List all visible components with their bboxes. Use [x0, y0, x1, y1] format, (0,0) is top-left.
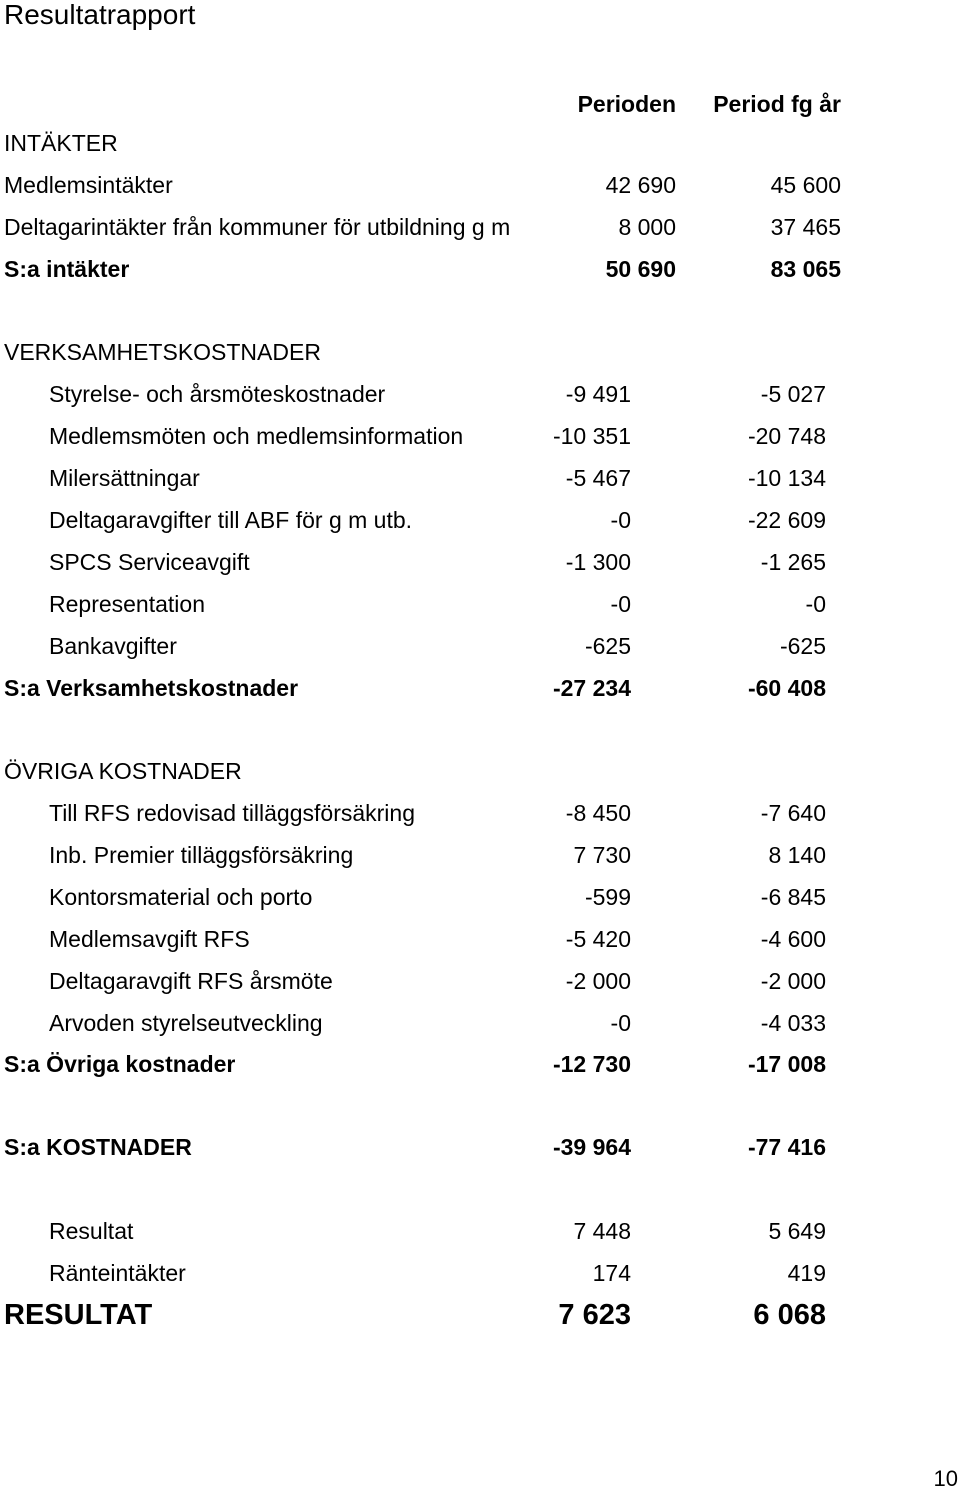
- page-title: Resultatrapport: [4, 0, 196, 30]
- row-value-previous: 5 649: [768, 1218, 826, 1244]
- row-value-previous: -6 845: [760, 884, 826, 910]
- operating-costs-total-previous: -60 408: [747, 675, 826, 701]
- column-header-previous: Period fg år: [713, 91, 841, 117]
- row-value-previous: -22 609: [747, 507, 826, 533]
- column-header-current: Perioden: [577, 91, 676, 117]
- row-value-current: 174: [592, 1260, 631, 1286]
- section-heading-operating-costs: VERKSAMHETSKOSTNADER: [4, 339, 321, 365]
- row-label: Kontorsmaterial och porto: [49, 884, 313, 910]
- operating-costs-total-label: S:a Verksamhetskostnader: [4, 675, 299, 701]
- row-value-current: -9 491: [565, 381, 631, 407]
- row-label: Medlemsmöten och medlemsinformation: [49, 423, 464, 449]
- row-value-previous: -2 000: [760, 968, 826, 994]
- row-value-current: -625: [584, 633, 631, 659]
- section-heading-other-costs: ÖVRIGA KOSTNADER: [4, 758, 242, 784]
- row-label: Medlemsintäkter: [4, 172, 173, 198]
- row-value-current: -0: [610, 591, 631, 617]
- row-label: Inb. Premier tilläggsförsäkring: [49, 842, 354, 868]
- page-number: 10: [933, 1466, 958, 1491]
- row-value-previous: -20 748: [747, 423, 826, 449]
- row-label: SPCS Serviceavgift: [49, 549, 250, 575]
- row-value-current: -5 467: [565, 465, 631, 491]
- other-costs-total-label: S:a Övriga kostnader: [4, 1051, 236, 1077]
- row-label: Arvoden styrelseutveckling: [49, 1010, 323, 1036]
- final-result-previous: 6 068: [753, 1299, 826, 1331]
- row-value-previous: 8 140: [768, 842, 826, 868]
- row-label: Deltagarintäkter från kommuner för utbildning g m: [4, 214, 511, 240]
- row-value-previous: 45 600: [770, 172, 841, 198]
- row-value-current: 8 000: [618, 214, 676, 240]
- row-label: Deltagaravgift RFS årsmöte: [49, 968, 333, 994]
- row-label: Medlemsavgift RFS: [49, 926, 250, 952]
- row-value-previous: -7 640: [760, 800, 826, 826]
- row-label: Resultat: [49, 1218, 134, 1244]
- row-value-previous: -4 600: [760, 926, 826, 952]
- row-value-previous: -5 027: [760, 381, 826, 407]
- row-value-current: -0: [610, 1010, 631, 1036]
- row-value-current: -5 420: [565, 926, 631, 952]
- total-costs-previous: -77 416: [747, 1134, 826, 1160]
- row-label: Milersättningar: [49, 465, 200, 491]
- row-value-previous: -4 033: [760, 1010, 826, 1036]
- row-label: Deltagaravgifter till ABF för g m utb.: [49, 507, 413, 533]
- row-label: Representation: [49, 591, 205, 617]
- operating-costs-total-current: -27 234: [552, 675, 631, 701]
- row-value-current: 42 690: [605, 172, 676, 198]
- row-value-current: -10 351: [552, 423, 631, 449]
- other-costs-total-previous: -17 008: [747, 1051, 826, 1077]
- income-total-previous: 83 065: [770, 256, 841, 282]
- row-value-previous: -625: [779, 633, 826, 659]
- total-costs-current: -39 964: [552, 1134, 631, 1160]
- row-value-previous: 37 465: [770, 214, 841, 240]
- row-value-current: -2 000: [565, 968, 631, 994]
- other-costs-total-current: -12 730: [552, 1051, 631, 1077]
- row-value-current: 7 448: [573, 1218, 631, 1244]
- section-heading-income: INTÄKTER: [4, 130, 118, 156]
- row-label: Till RFS redovisad tilläggsförsäkring: [49, 800, 416, 826]
- final-result-label: RESULTAT: [4, 1299, 153, 1331]
- row-value-current: -8 450: [565, 800, 631, 826]
- row-value-previous: 419: [787, 1260, 826, 1286]
- row-label: Styrelse- och årsmöteskostnader: [49, 381, 386, 407]
- income-total-current: 50 690: [605, 256, 676, 282]
- row-label: Bankavgifter: [49, 633, 177, 659]
- row-value-current: -599: [584, 884, 631, 910]
- row-label: Ränteintäkter: [49, 1260, 186, 1286]
- total-costs-label: S:a KOSTNADER: [4, 1134, 192, 1160]
- row-value-previous: -10 134: [747, 465, 826, 491]
- row-value-current: -1 300: [565, 549, 631, 575]
- final-result-current: 7 623: [558, 1299, 631, 1331]
- row-value-previous: -1 265: [760, 549, 826, 575]
- row-value-previous: -0: [805, 591, 826, 617]
- row-value-current: -0: [610, 507, 631, 533]
- income-total-label: S:a intäkter: [4, 256, 130, 282]
- row-value-current: 7 730: [573, 842, 631, 868]
